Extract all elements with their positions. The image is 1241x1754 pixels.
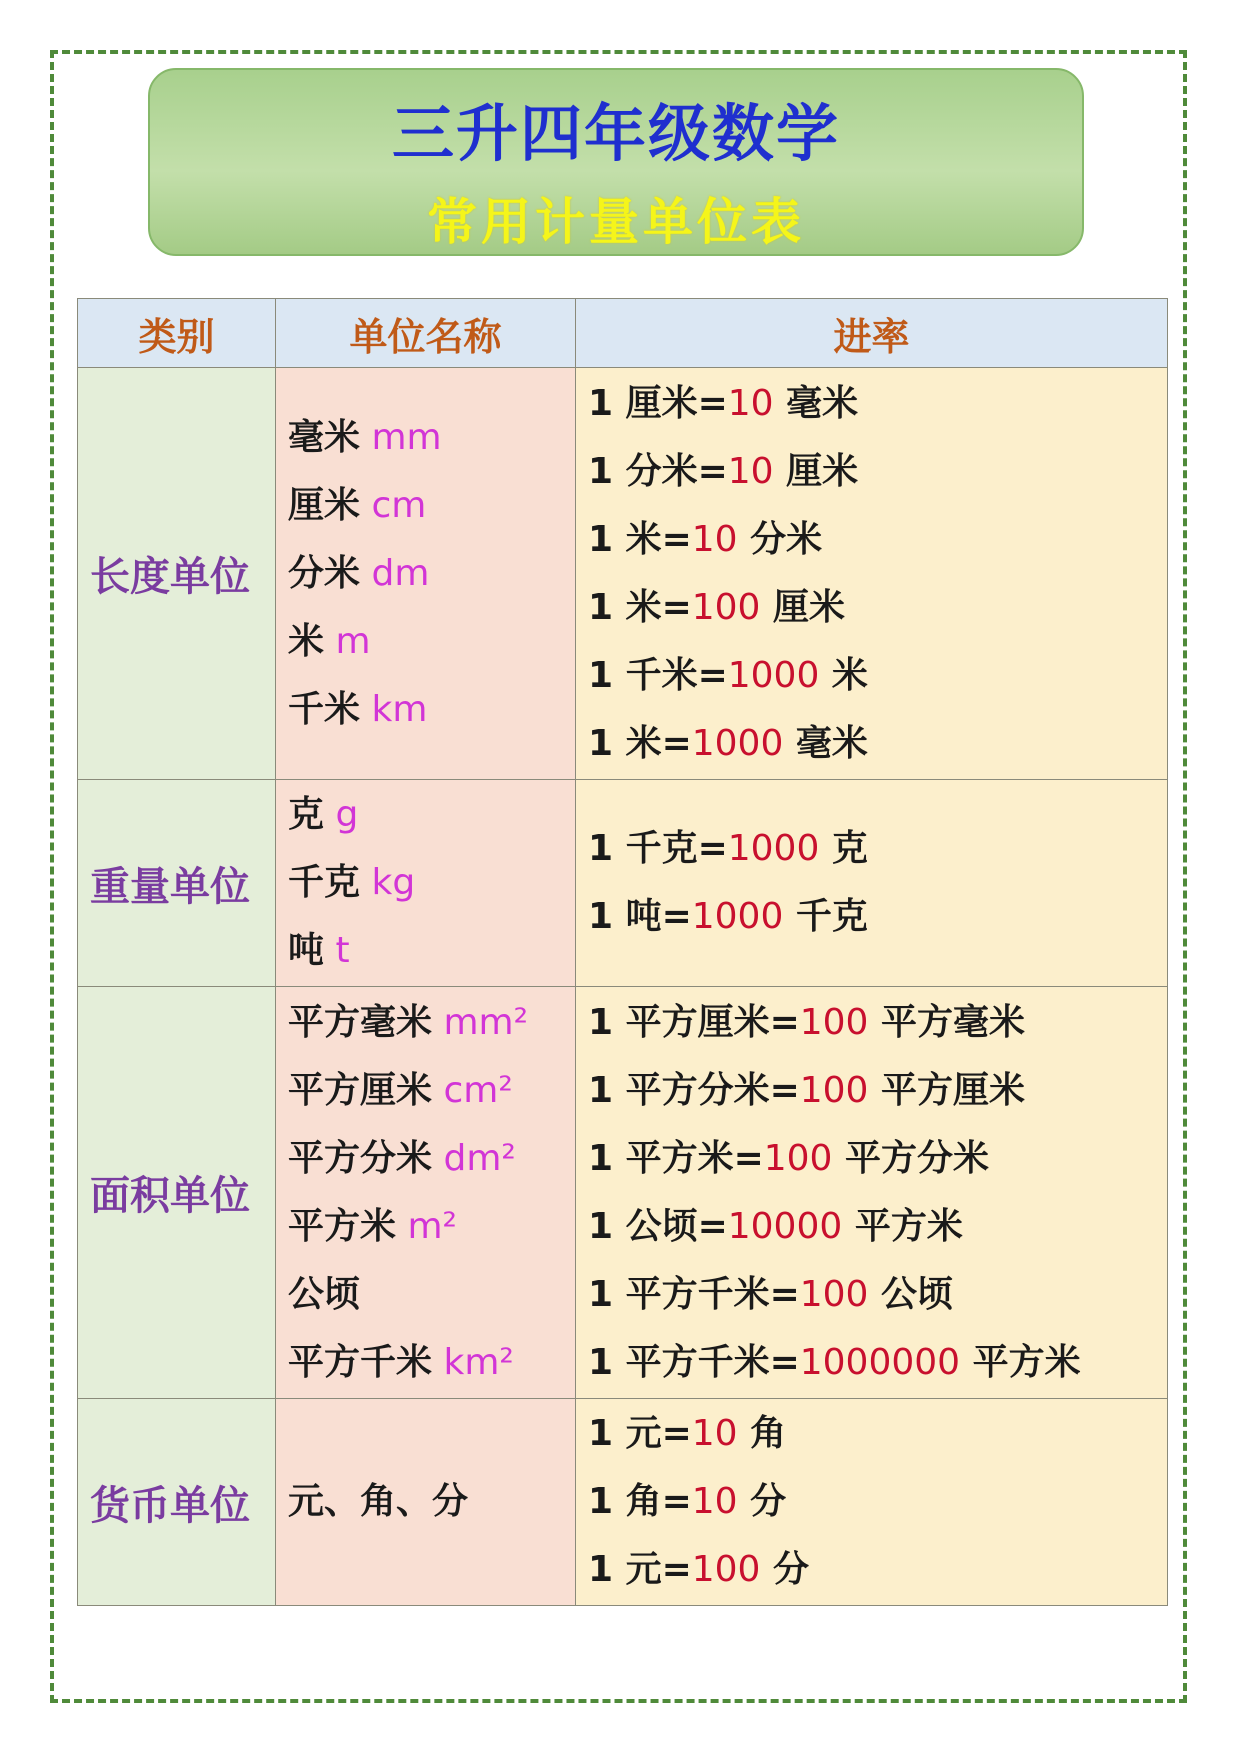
- conversion-rates-cell: [576, 1399, 1168, 1606]
- rate-prefix: 1 平方厘米=: [588, 1001, 800, 1043]
- category-cell: 货币单位: [78, 1399, 276, 1606]
- rate-prefix: 1 吨=: [588, 896, 692, 937]
- conversion-rate-item: [588, 1193, 1167, 1261]
- unit-name: 平方千米: [288, 1341, 433, 1383]
- rate-value: 100: [799, 1273, 869, 1315]
- table-row: [78, 1399, 1168, 1606]
- unit-name: 千米: [288, 688, 361, 730]
- units-table: [77, 298, 1168, 1606]
- rate-prefix: 1 平方米=: [588, 1137, 764, 1179]
- rate-value: 10: [727, 450, 774, 492]
- unit-name-item: [288, 1261, 574, 1329]
- unit-name: 公顷: [288, 1273, 361, 1315]
- unit-abbreviation: km²: [443, 1341, 514, 1383]
- rate-unit: 平方毫米: [868, 1001, 1026, 1043]
- rate-value: 10: [691, 1413, 738, 1454]
- unit-name-item: [288, 540, 574, 608]
- conversion-rate-item: [588, 1329, 1167, 1397]
- unit-name: 千克: [288, 862, 361, 903]
- table-row: [78, 780, 1168, 987]
- rate-unit: 米: [819, 654, 868, 696]
- rate-prefix: 1 角=: [588, 1481, 692, 1522]
- rate-unit: 毫米: [773, 382, 859, 424]
- unit-abbreviation: kg: [371, 862, 416, 903]
- rate-unit: 厘米: [773, 450, 859, 492]
- unit-abbreviation: dm: [371, 552, 430, 594]
- unit-abbreviation: km: [371, 688, 428, 730]
- conversion-rate-item: [588, 1468, 1167, 1536]
- unit-names-cell: [276, 987, 576, 1399]
- conversion-rate-item: [588, 642, 1167, 710]
- page-title: 三升四年级数学: [391, 97, 840, 170]
- rate-value: 100: [691, 1549, 761, 1590]
- unit-abbreviation: t: [335, 930, 350, 971]
- unit-name: 米: [288, 620, 325, 662]
- rate-value: 10: [691, 1481, 738, 1522]
- unit-name-item: [288, 472, 574, 540]
- rate-value: 10000: [727, 1205, 843, 1247]
- rate-unit: 角: [737, 1413, 787, 1454]
- unit-name-item: [288, 1468, 574, 1536]
- rate-unit: 分: [737, 1481, 787, 1522]
- table-row: [78, 368, 1168, 780]
- unit-name-item: [288, 989, 574, 1057]
- unit-names-cell: [276, 1399, 576, 1606]
- conversion-rate-item: [588, 574, 1167, 642]
- conversion-rate-item: [588, 1261, 1167, 1329]
- rate-prefix: 1 平方分米=: [588, 1069, 800, 1111]
- rate-value: 1000: [691, 896, 784, 937]
- rate-unit: 克: [819, 828, 868, 869]
- table-header-row: [78, 299, 1168, 368]
- rate-value: 1000: [727, 828, 820, 869]
- rate-prefix: 1 米=: [588, 586, 692, 628]
- unit-name-item: [288, 1057, 574, 1125]
- page-subtitle: 常用计量单位表: [427, 193, 805, 251]
- rate-unit: 千克: [783, 896, 868, 937]
- unit-abbreviation: mm²: [443, 1001, 529, 1043]
- conversion-rate-item: [588, 438, 1167, 506]
- conversion-rate-item: [588, 506, 1167, 574]
- rate-value: 1000: [691, 722, 784, 764]
- category-cell: 重量单位: [78, 780, 276, 987]
- unit-name: 吨: [288, 930, 325, 971]
- rate-unit: 分: [760, 1549, 810, 1590]
- unit-name-item: [288, 1125, 574, 1193]
- rate-prefix: 1 公顷=: [588, 1205, 728, 1247]
- rate-unit: 分米: [737, 518, 823, 560]
- unit-name-item: [288, 676, 574, 744]
- rate-prefix: 1 米=: [588, 722, 692, 764]
- conversion-rate-item: [588, 1400, 1167, 1468]
- conversion-rate-item: [588, 989, 1167, 1057]
- unit-name-item: [288, 404, 574, 472]
- title-banner: [148, 68, 1084, 256]
- header-unit-name: 单位名称: [276, 299, 576, 368]
- unit-name: 分米: [288, 552, 361, 594]
- conversion-rates-cell: [576, 987, 1168, 1399]
- conversion-rate-item: [588, 815, 1167, 883]
- rate-value: 100: [799, 1001, 869, 1043]
- unit-names-cell: [276, 368, 576, 780]
- unit-name: 毫米: [288, 416, 361, 458]
- rate-value: 10: [727, 382, 774, 424]
- rate-value: 100: [691, 586, 761, 628]
- header-category: 类别: [78, 299, 276, 368]
- table-row: [78, 987, 1168, 1399]
- category-cell: 长度单位: [78, 368, 276, 780]
- unit-name: 厘米: [288, 484, 361, 526]
- rate-value: 100: [763, 1137, 833, 1179]
- unit-name-item: [288, 608, 574, 676]
- conversion-rate-item: [588, 883, 1167, 951]
- header-rate: 进率: [576, 299, 1168, 368]
- rate-value: 10: [691, 518, 738, 560]
- unit-abbreviation: m: [335, 620, 371, 662]
- unit-name: 克: [288, 794, 325, 835]
- conversion-rate-item: [588, 1057, 1167, 1125]
- unit-name: 元、角、分: [288, 1481, 469, 1522]
- unit-name-item: [288, 781, 574, 849]
- rate-value: 1000: [727, 654, 820, 696]
- conversion-rate-item: [588, 370, 1167, 438]
- rate-unit: 平方厘米: [868, 1069, 1026, 1111]
- conversion-rate-item: [588, 1125, 1167, 1193]
- rate-prefix: 1 平方千米=: [588, 1273, 800, 1315]
- unit-name: 平方毫米: [288, 1001, 433, 1043]
- unit-name-item: [288, 1193, 574, 1261]
- unit-abbreviation: mm: [371, 416, 442, 458]
- category-cell: 面积单位: [78, 987, 276, 1399]
- rate-prefix: 1 平方千米=: [588, 1341, 800, 1383]
- unit-name: 平方米: [288, 1205, 397, 1247]
- rate-prefix: 1 千米=: [588, 654, 728, 696]
- rate-prefix: 1 千克=: [588, 828, 728, 869]
- rate-value: 100: [799, 1069, 869, 1111]
- unit-abbreviation: cm: [371, 484, 427, 526]
- conversion-rates-cell: [576, 780, 1168, 987]
- rate-unit: 毫米: [783, 722, 868, 764]
- unit-name: 平方厘米: [288, 1069, 433, 1111]
- conversion-rate-item: [588, 710, 1167, 778]
- rate-unit: 平方分米: [832, 1137, 990, 1179]
- rate-prefix: 1 元=: [588, 1549, 692, 1590]
- conversion-rates-cell: [576, 368, 1168, 780]
- rate-unit: 公顷: [868, 1273, 954, 1315]
- unit-abbreviation: m²: [407, 1205, 457, 1247]
- unit-abbreviation: cm²: [443, 1069, 513, 1111]
- rate-prefix: 1 米=: [588, 518, 692, 560]
- unit-name-item: [288, 1329, 574, 1397]
- rate-prefix: 1 元=: [588, 1413, 692, 1454]
- unit-name-item: [288, 917, 574, 985]
- rate-prefix: 1 厘米=: [588, 382, 728, 424]
- unit-abbreviation: dm²: [443, 1137, 516, 1179]
- unit-name: 平方分米: [288, 1137, 433, 1179]
- unit-name-item: [288, 849, 574, 917]
- rate-unit: 平方米: [960, 1341, 1081, 1383]
- rate-unit: 平方米: [842, 1205, 963, 1247]
- rate-value: 1000000: [799, 1341, 961, 1383]
- unit-names-cell: [276, 780, 576, 987]
- rate-unit: 厘米: [760, 586, 846, 628]
- unit-abbreviation: g: [335, 794, 359, 835]
- conversion-rate-item: [588, 1536, 1167, 1604]
- rate-prefix: 1 分米=: [588, 450, 728, 492]
